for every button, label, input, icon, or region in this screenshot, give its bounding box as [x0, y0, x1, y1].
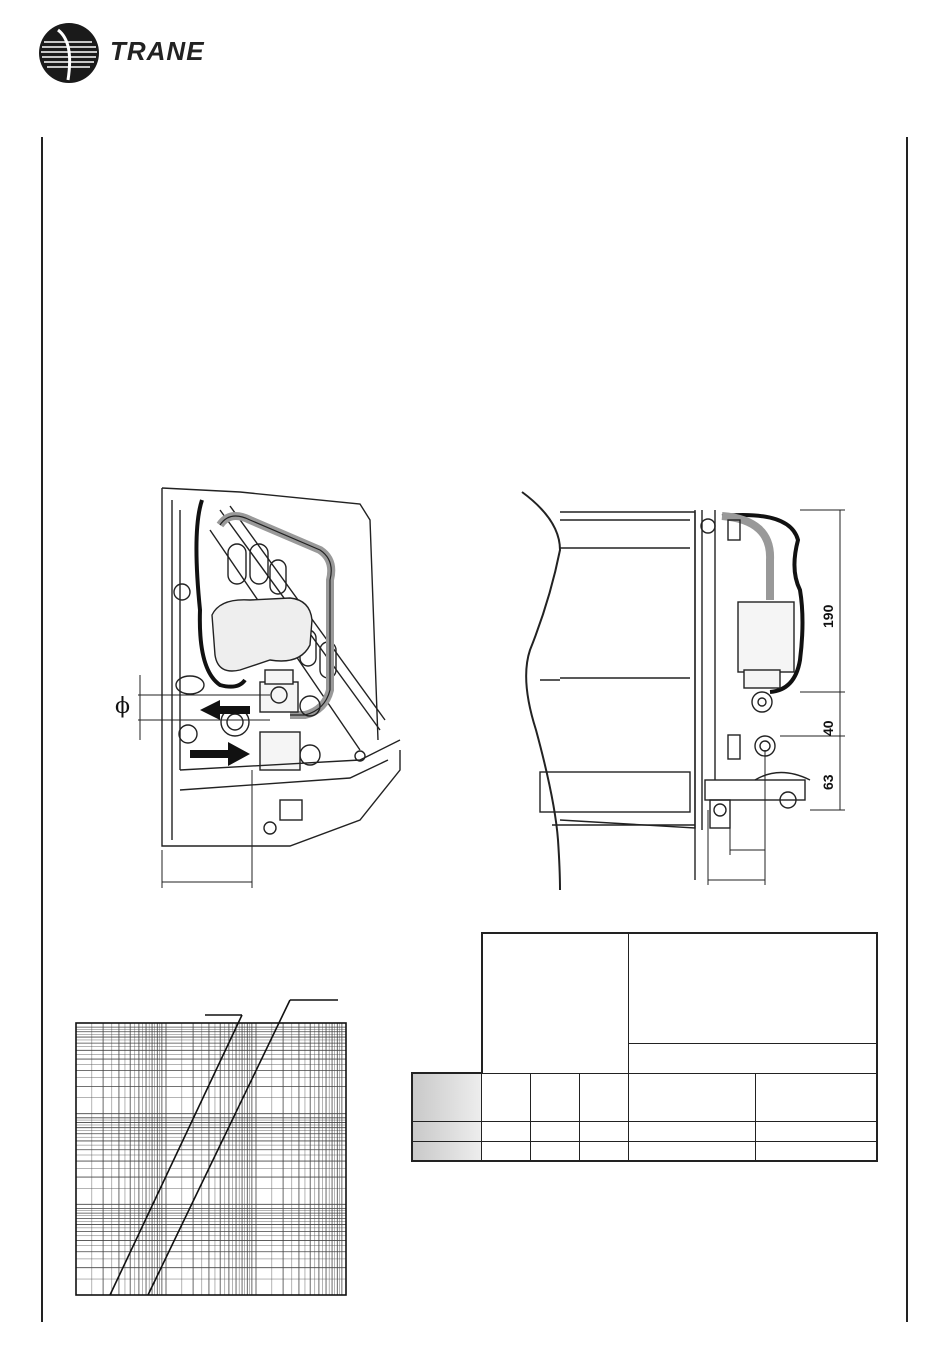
header-cell: [531, 1073, 580, 1121]
dimension-63: 63: [820, 774, 836, 790]
table-cell: [531, 1141, 580, 1161]
header-cell: [756, 1073, 878, 1121]
table-cell: [756, 1141, 878, 1161]
table-cell: [629, 1141, 756, 1161]
trane-globe-icon: [38, 22, 100, 84]
table-row: [412, 1141, 877, 1161]
table-cell: [412, 1141, 482, 1161]
spec-table: [411, 932, 878, 1162]
table-cell: [482, 1141, 531, 1161]
table-row: [412, 1121, 877, 1141]
diameter-symbol: ϕ: [115, 694, 130, 719]
table-cell: [629, 1121, 756, 1141]
header-cell: [580, 1073, 629, 1121]
table-cell: [580, 1141, 629, 1161]
valve-assembly-side-view-icon: [500, 480, 850, 900]
left-margin-rule: [41, 137, 43, 1322]
header-cell: [482, 1073, 531, 1121]
pressure-drop-log-graph-icon: [60, 990, 360, 1300]
table-cell: [756, 1121, 878, 1141]
dimension-190: 190: [820, 604, 836, 628]
right-margin-rule: [906, 137, 908, 1322]
header-cell-group-b: [629, 933, 878, 1043]
brand-name: TRANE: [110, 36, 205, 66]
table-cell: [531, 1121, 580, 1141]
valve-assembly-front-view-icon: [120, 470, 420, 900]
header-cell-subgroup: [629, 1043, 878, 1073]
table-cell: [412, 1121, 482, 1141]
table-cell: [580, 1121, 629, 1141]
header-cell-group-a: [482, 933, 629, 1073]
table-cell: [482, 1121, 531, 1141]
header-cell: [629, 1073, 756, 1121]
dimension-40: 40: [820, 720, 836, 736]
header-shade-cell: [412, 1073, 482, 1121]
